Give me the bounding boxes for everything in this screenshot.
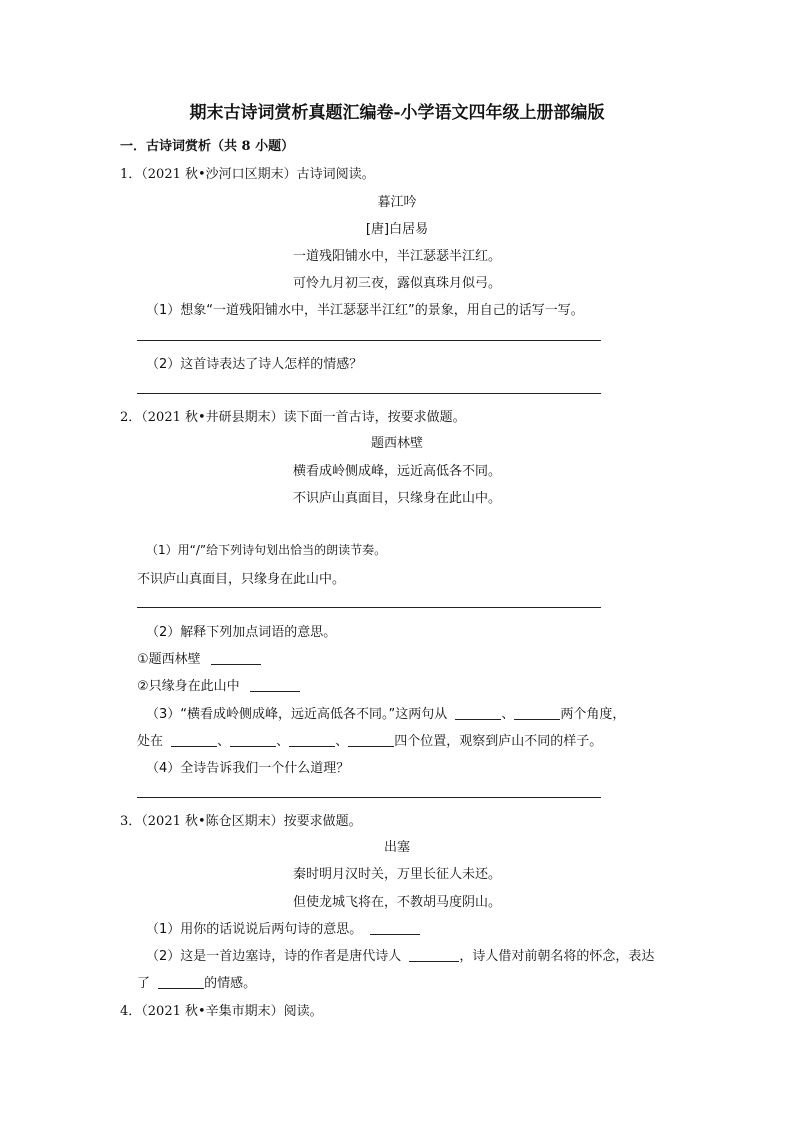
q2-item-1-blank[interactable] bbox=[211, 652, 261, 665]
q3-sub2-blank-2[interactable] bbox=[158, 976, 204, 989]
q3-subquestion-2 bbox=[146, 945, 654, 964]
q3-subquestion-1 bbox=[146, 918, 420, 937]
q2-sub3-blank-2[interactable] bbox=[514, 707, 560, 720]
section-heading: 一．古诗词赏析（共 8 小题） bbox=[120, 139, 295, 154]
q1-answer-line-1[interactable] bbox=[137, 340, 601, 341]
q2-sub3-text-b: 两个角度， bbox=[560, 707, 626, 722]
q2-subquestion-3 bbox=[146, 703, 625, 722]
q2-item-2-label: ②只缘身在此山中 bbox=[137, 679, 240, 694]
q3-poem-line-2: 但使龙城飞将在，不教胡马度阴山。 bbox=[292, 895, 501, 910]
q2-poem-line-2: 不识庐山真面目，只缘身在此山中。 bbox=[292, 491, 501, 506]
q2-sub3-sep-4: 、 bbox=[335, 734, 349, 749]
q2-sub3-text-c: 处在 bbox=[137, 734, 164, 749]
q3-poem-line-1: 秦时明月汉时关，万里长征人未还。 bbox=[292, 867, 501, 882]
q2-sub3-blank-5[interactable] bbox=[289, 734, 335, 747]
q3-sub1-blank[interactable] bbox=[370, 922, 420, 935]
q2-sub3-sep-3: 、 bbox=[276, 734, 290, 749]
q2-subquestion-1: （1）用“/”给下列诗句划出恰当的朗读节奏。 bbox=[146, 543, 387, 557]
q3-sub2-blank-1[interactable] bbox=[409, 949, 459, 962]
q1-subquestion-2: （2）这首诗表达了诗人怎样的情感？ bbox=[146, 357, 363, 372]
q1-subquestion-1: （1）想象“一道残阳铺水中，半江瑟瑟半江红”的景象，用自己的话写一写。 bbox=[146, 303, 584, 318]
q1-poem-title: 暮江吟 bbox=[377, 195, 417, 210]
q2-sub3-blank-1[interactable] bbox=[455, 707, 501, 720]
q1-stem: 1．（2021 秋•沙河口区期末）古诗词阅读。 bbox=[120, 167, 375, 182]
q2-sub3-text-a: （3）“横看成岭侧成峰，远近高低各不同。”这两句从 bbox=[146, 707, 448, 722]
q2-item-1 bbox=[137, 648, 261, 667]
q3-sub2-text-a: （2）这是一首边塞诗，诗的作者是唐代诗人 bbox=[146, 949, 402, 964]
q1-poem-author: [唐]白居易 bbox=[365, 222, 429, 237]
q2-subquestion-1-line: 不识庐山真面目，只缘身在此山中。 bbox=[137, 572, 346, 587]
q2-answer-line-2[interactable] bbox=[137, 797, 601, 798]
q2-sub3-blank-6[interactable] bbox=[348, 734, 394, 747]
q3-sub2-text-d: 的情感。 bbox=[204, 976, 257, 991]
q3-poem-title: 出塞 bbox=[383, 840, 410, 855]
q2-subquestion-3-cont bbox=[137, 730, 602, 749]
page-title: 期末古诗词赏析真题汇编卷-小学语文四年级上册部编版 bbox=[189, 103, 605, 123]
q3-stem: 3．（2021 秋•陈仓区期末）按要求做题。 bbox=[120, 814, 362, 829]
q3-subquestion-2-cont bbox=[137, 972, 256, 991]
q2-sub3-blank-4[interactable] bbox=[230, 734, 276, 747]
q2-item-1-label: ①题西林壁 bbox=[137, 652, 201, 667]
q2-sub3-sep-2: 、 bbox=[217, 734, 231, 749]
q2-poem-line-1: 横看成岭侧成峰，远近高低各不同。 bbox=[292, 464, 501, 479]
q2-subquestion-4: （4）全诗告诉我们一个什么道理？ bbox=[146, 761, 350, 776]
q2-answer-line-1[interactable] bbox=[137, 607, 601, 608]
q2-item-2 bbox=[137, 675, 300, 694]
q1-poem-line-1: 一道残阳铺水中，半江瑟瑟半江红。 bbox=[292, 249, 501, 264]
q1-answer-line-2[interactable] bbox=[137, 393, 601, 394]
q4-stem: 4．（2021 秋•辛集市期末）阅读。 bbox=[120, 1004, 323, 1019]
q2-sub3-blank-3[interactable] bbox=[171, 734, 217, 747]
q2-sub3-text-d: 四个位置，观察到庐山不同的样子。 bbox=[394, 734, 603, 749]
q2-item-2-blank[interactable] bbox=[250, 679, 300, 692]
q3-sub2-text-b: ，诗人借对前朝名将的怀念，表达 bbox=[459, 949, 655, 964]
q2-stem: 2．（2021 秋•井研县期末）读下面一首古诗，按要求做题。 bbox=[120, 410, 466, 425]
q3-sub2-text-c: 了 bbox=[137, 976, 151, 991]
q1-poem-line-2: 可怜九月初三夜，露似真珠月似弓。 bbox=[292, 276, 501, 291]
q2-poem-title: 题西林壁 bbox=[370, 436, 423, 451]
q3-sub1-text: （1）用你的话说说后两句诗的意思。 bbox=[146, 922, 363, 937]
q2-subquestion-2: （2）解释下列加点词语的意思。 bbox=[146, 625, 337, 640]
q2-sub3-sep-1: 、 bbox=[501, 707, 515, 722]
